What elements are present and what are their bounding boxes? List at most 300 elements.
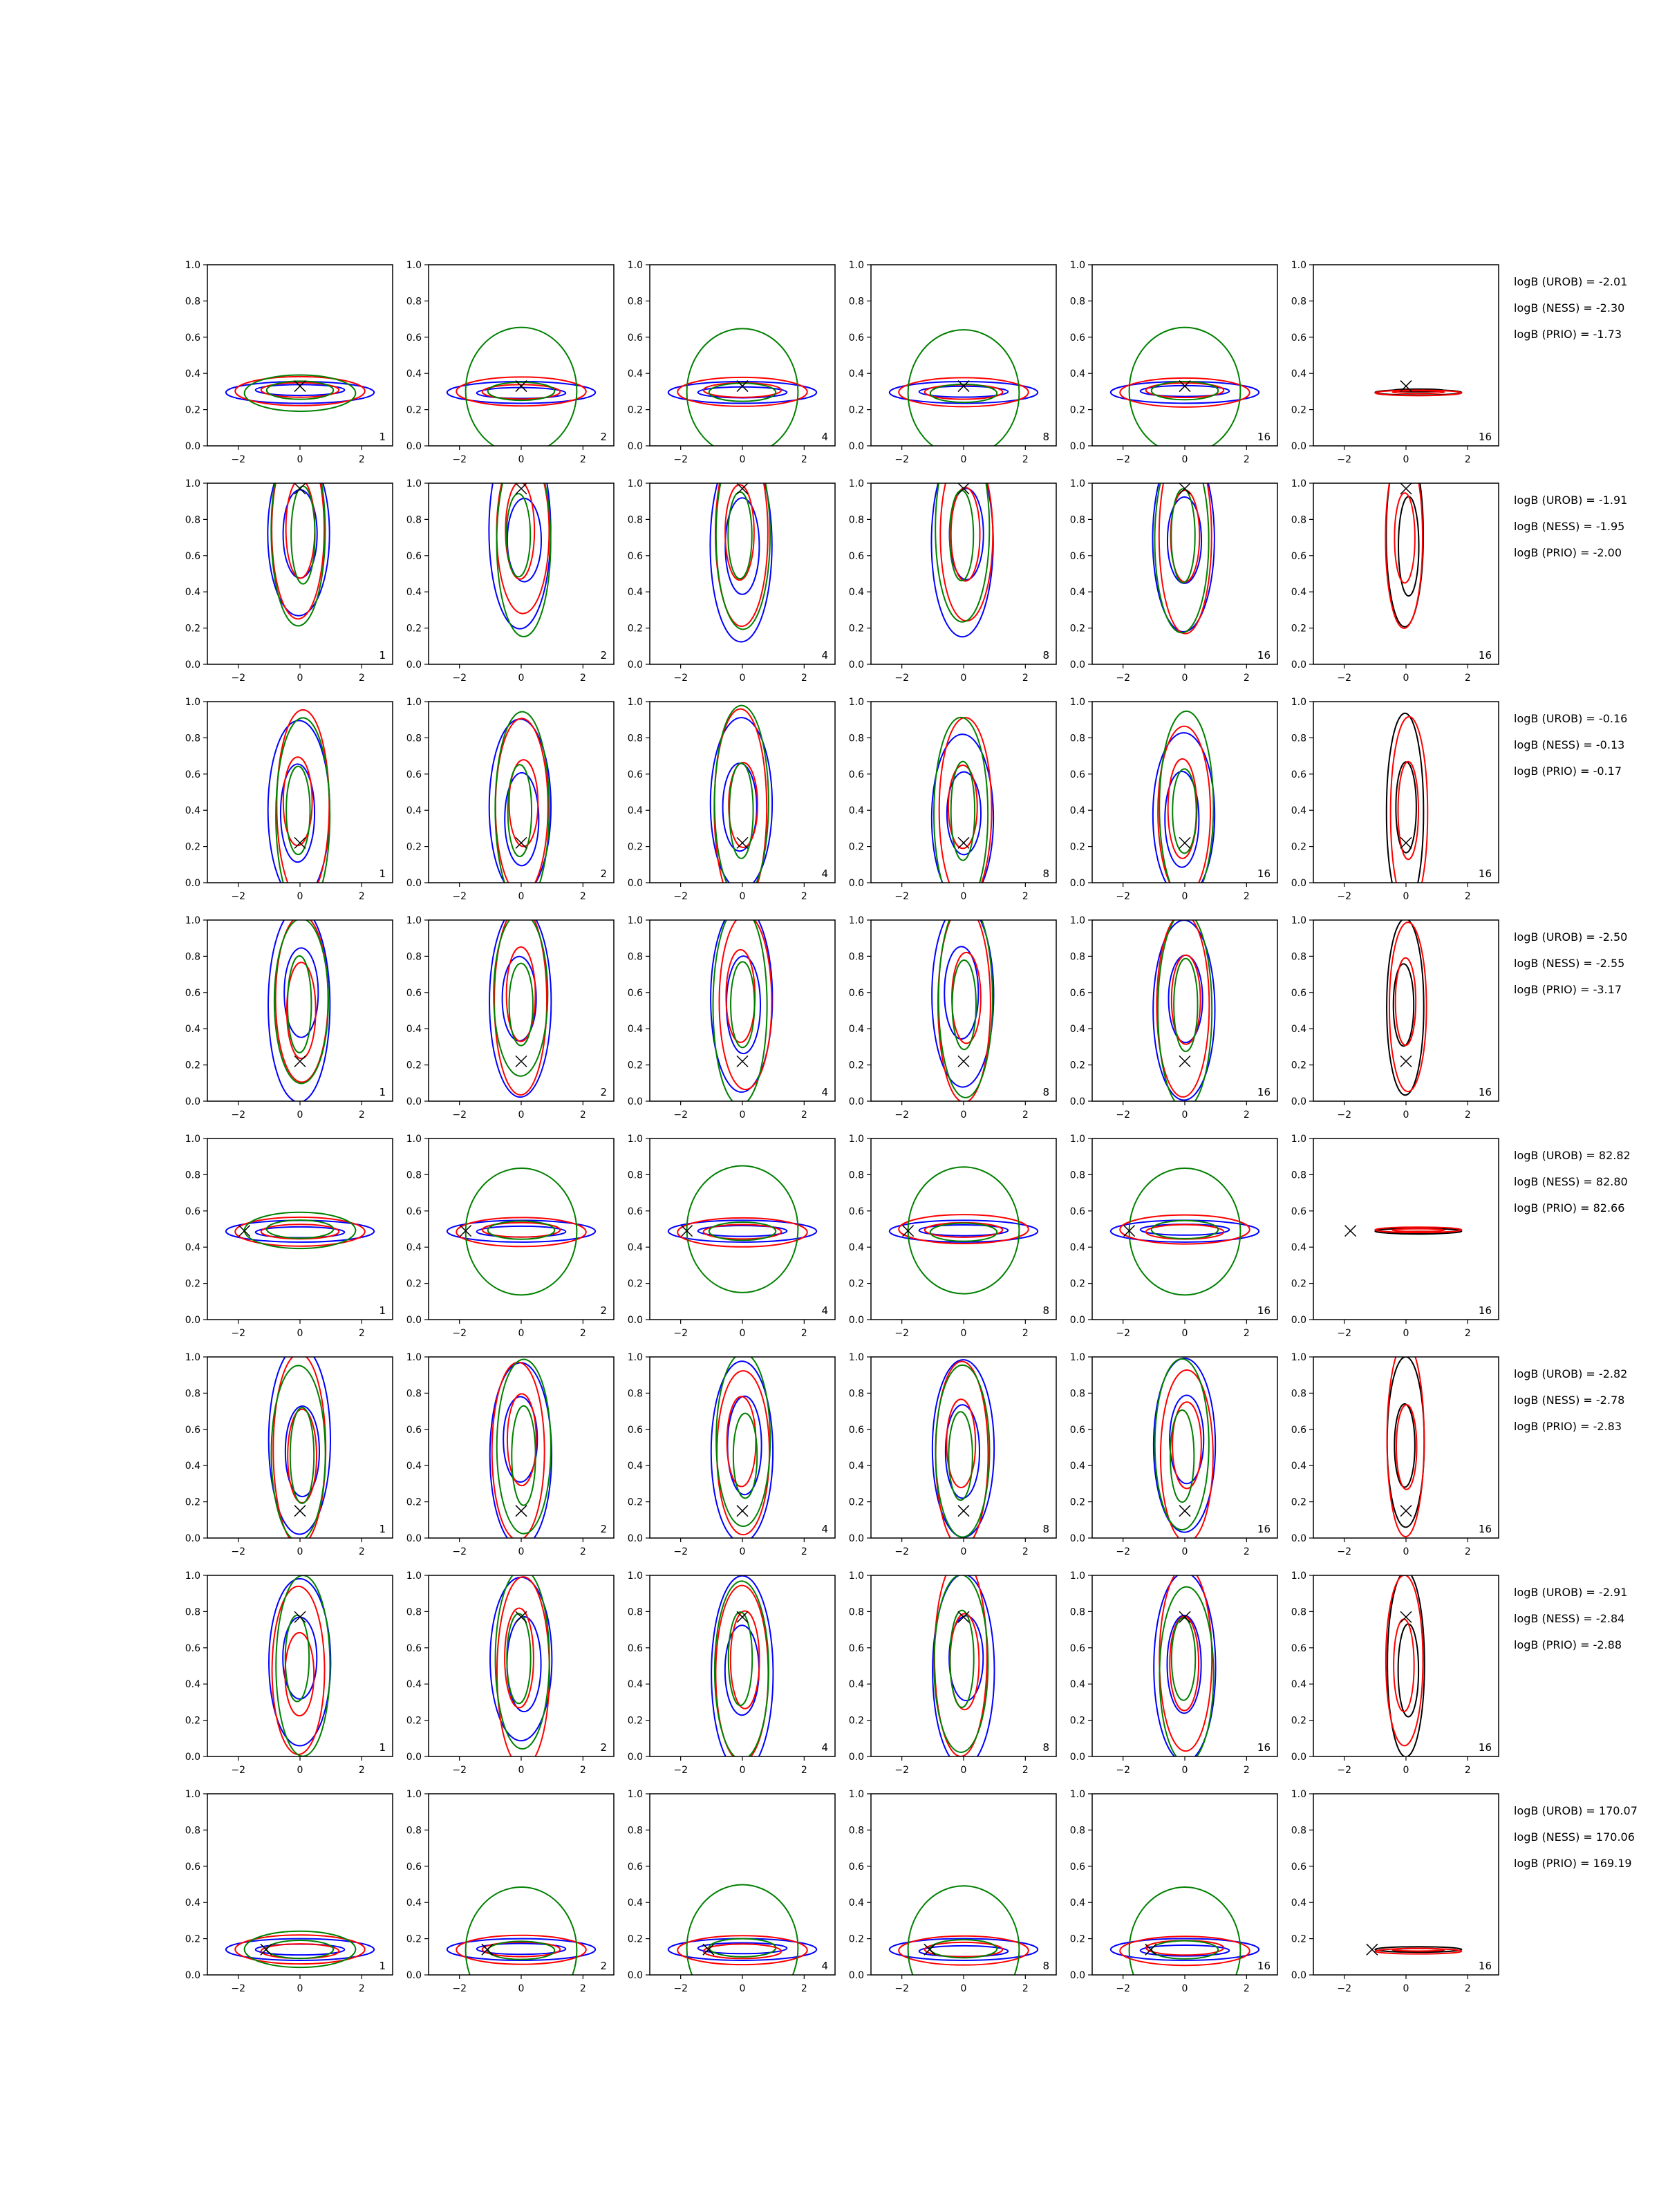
y-tick-label: 0.2 xyxy=(1291,841,1306,853)
y-tick-label: 0.2 xyxy=(848,1497,864,1508)
y-tick-label: 0.0 xyxy=(627,1752,643,1763)
y-tick-label: 1.0 xyxy=(627,478,643,489)
x-tick-label: 2 xyxy=(1464,1328,1471,1339)
panel-number-label: 16 xyxy=(1257,1304,1271,1317)
panel-number-label: 4 xyxy=(821,649,828,662)
contour-group xyxy=(932,1558,994,1767)
x-tick-label: 0 xyxy=(739,1983,746,1994)
y-tick-label: 1.0 xyxy=(848,915,864,926)
y-tick-label: 0.8 xyxy=(627,1388,643,1400)
contour-ness-level-1 xyxy=(276,710,329,901)
contour-ness-level-2 xyxy=(505,1609,534,1708)
contour-group xyxy=(711,1353,773,1543)
y-tick-label: 0.8 xyxy=(406,1825,422,1837)
reference-marker xyxy=(294,1506,306,1517)
x-tick-label: −2 xyxy=(1337,1765,1351,1776)
panel-r7-c5 xyxy=(1070,1566,1277,1776)
y-tick-label: 0.8 xyxy=(406,1388,422,1400)
y-tick-label: 0.4 xyxy=(1291,1897,1306,1909)
x-tick-label: 2 xyxy=(1243,1765,1250,1776)
axes-frame xyxy=(1092,920,1277,1101)
reference-marker xyxy=(1345,1226,1356,1237)
x-tick-label: 0 xyxy=(1403,454,1409,465)
y-tick-label: 0.0 xyxy=(1069,659,1085,671)
y-tick-label: 0.0 xyxy=(1291,1533,1306,1544)
panel-number-label: 4 xyxy=(821,431,828,443)
contour-prio-level-1 xyxy=(716,1353,770,1526)
reference-marker xyxy=(958,837,969,848)
contour-ness-level-1 xyxy=(1156,914,1209,1097)
reference-marker xyxy=(516,1056,527,1067)
y-tick-label: 0.4 xyxy=(627,1242,643,1254)
y-tick-label: 1.0 xyxy=(185,478,200,489)
x-tick-label: 0 xyxy=(739,1546,746,1557)
x-tick-label: −2 xyxy=(894,1109,909,1121)
y-tick-label: 0.0 xyxy=(627,659,643,671)
x-tick-label: 0 xyxy=(739,673,746,684)
contour-prio-level-1 xyxy=(934,1575,988,1752)
contour-ness-level-2 xyxy=(1146,1940,1224,1955)
panel-r7-c1 xyxy=(185,1571,393,1776)
x-tick-label: 2 xyxy=(579,1765,586,1776)
y-tick-label: 0.2 xyxy=(627,404,643,416)
reference-marker xyxy=(1179,1506,1190,1517)
contour-group xyxy=(490,1360,552,1548)
x-tick-label: −2 xyxy=(231,673,245,684)
contour-group xyxy=(1153,711,1215,902)
x-tick-label: −2 xyxy=(673,1765,688,1776)
y-tick-label: 1.0 xyxy=(1069,1352,1085,1363)
y-tick-label: 0.2 xyxy=(627,1278,643,1290)
panel-r3-c6 xyxy=(1291,697,1499,911)
panel-number-label: 16 xyxy=(1478,649,1492,662)
contour-prio-level-2 xyxy=(1172,769,1196,853)
panel-r3-c3 xyxy=(628,697,835,908)
axes-frame xyxy=(1313,265,1499,446)
axes-frame xyxy=(1313,483,1499,664)
y-tick-label: 0.8 xyxy=(848,1388,864,1400)
x-tick-label: 0 xyxy=(960,454,967,465)
y-tick-label: 0.4 xyxy=(1291,368,1306,380)
panel-number-label: 4 xyxy=(821,1741,828,1754)
y-tick-label: 0.4 xyxy=(1069,1679,1085,1691)
y-tick-label: 0.6 xyxy=(1291,550,1306,562)
contour-prio-level-1 xyxy=(939,900,993,1098)
y-tick-label: 0.0 xyxy=(627,441,643,452)
contour-prio-level-2 xyxy=(951,762,975,861)
contour-group xyxy=(931,435,993,637)
panel-number-label: 16 xyxy=(1478,1960,1492,1972)
y-tick-label: 0.0 xyxy=(848,1533,864,1544)
y-tick-label: 0.8 xyxy=(406,1606,422,1618)
y-tick-label: 0.0 xyxy=(1291,878,1306,889)
contour-prio-level-1 xyxy=(276,1575,330,1756)
y-tick-label: 1.0 xyxy=(627,697,643,708)
y-tick-label: 0.2 xyxy=(1069,1060,1085,1071)
logb-text: logB (PRIO) = -2.88 xyxy=(1514,1638,1622,1651)
y-tick-label: 0.4 xyxy=(627,1897,643,1909)
contour-urob-level-1 xyxy=(489,719,551,894)
logb-block-row-5 xyxy=(1514,1149,1631,1215)
contour-prio-level-1 xyxy=(497,447,551,637)
panel-number-label: 2 xyxy=(600,1741,607,1754)
logb-text: logB (PRIO) = 82.66 xyxy=(1514,1201,1625,1215)
logb-text: logB (UROB) = -2.82 xyxy=(1514,1367,1628,1380)
contour-prio-level-2 xyxy=(285,1615,309,1702)
panel-r8-c5 xyxy=(1070,1789,1277,2014)
y-tick-label: 0.2 xyxy=(848,1278,864,1290)
x-tick-label: 2 xyxy=(800,1983,807,1994)
x-tick-label: 2 xyxy=(579,1983,586,1994)
y-tick-label: 0.2 xyxy=(185,1060,200,1071)
panel-number-label: 8 xyxy=(1042,431,1049,443)
reference-marker xyxy=(958,1056,969,1067)
x-tick-label: 0 xyxy=(297,1546,303,1557)
x-tick-label: 2 xyxy=(1464,1546,1471,1557)
y-tick-label: 0.6 xyxy=(848,1424,864,1436)
y-tick-label: 0.0 xyxy=(1069,1752,1085,1763)
y-tick-label: 0.8 xyxy=(185,733,200,744)
panel-r7-c6 xyxy=(1291,1571,1499,1776)
axes-frame xyxy=(1092,483,1277,664)
y-tick-label: 0.0 xyxy=(1069,441,1085,452)
axes-frame xyxy=(650,920,835,1101)
y-tick-label: 0.4 xyxy=(848,368,864,380)
logb-text: logB (PRIO) = -0.17 xyxy=(1514,765,1622,778)
contour-prio-level-2 xyxy=(267,1940,333,1958)
logb-block-row-8 xyxy=(1514,1804,1638,1870)
y-tick-label: 1.0 xyxy=(1291,915,1306,926)
y-tick-label: 1.0 xyxy=(185,697,200,708)
contour-group xyxy=(1375,1947,1461,1953)
axes-frame xyxy=(1313,702,1499,883)
x-tick-label: 2 xyxy=(579,891,586,902)
panel-r1-c5 xyxy=(1070,260,1277,465)
y-tick-label: 0.2 xyxy=(848,623,864,635)
x-tick-label: −2 xyxy=(1337,1983,1351,1994)
y-tick-label: 0.8 xyxy=(1069,1170,1085,1181)
logb-text: logB (PRIO) = -3.17 xyxy=(1514,983,1622,996)
x-tick-label: −2 xyxy=(673,454,688,465)
y-tick-label: 0.0 xyxy=(627,1533,643,1544)
contour-ness-level-2 xyxy=(1396,958,1416,1045)
contour-group xyxy=(711,706,772,908)
contour-group xyxy=(1154,1358,1215,1542)
panel-number-label: 16 xyxy=(1257,868,1271,880)
logb-text: logB (UROB) = -2.91 xyxy=(1514,1586,1628,1599)
contour-urob-level-1 xyxy=(711,1576,773,1772)
contour-prio-level-2 xyxy=(1174,959,1197,1051)
contour-group xyxy=(1385,444,1423,628)
panel-r1-c4 xyxy=(849,260,1056,465)
y-tick-label: 0.4 xyxy=(627,1679,643,1691)
x-tick-label: 0 xyxy=(1181,1765,1188,1776)
contour-prio-level-1 xyxy=(934,718,988,910)
panel-r8-c4 xyxy=(849,1789,1056,2013)
x-tick-label: −2 xyxy=(673,1983,688,1994)
y-tick-label: 1.0 xyxy=(848,1352,864,1363)
y-tick-label: 0.8 xyxy=(848,514,864,526)
x-tick-label: 0 xyxy=(960,1546,967,1557)
y-tick-label: 0.4 xyxy=(406,1024,422,1035)
y-tick-label: 0.0 xyxy=(406,878,422,889)
contour-group xyxy=(447,1168,595,1295)
panel-number-label: 16 xyxy=(1478,1523,1492,1535)
y-tick-label: 0.8 xyxy=(1069,1388,1085,1400)
x-tick-label: −2 xyxy=(231,1328,245,1339)
contour-prio-level-1 xyxy=(687,1165,798,1292)
panel-number-label: 16 xyxy=(1257,431,1271,443)
y-tick-label: 0.2 xyxy=(848,1933,864,1945)
panel-number-label: 2 xyxy=(600,649,607,662)
y-tick-label: 1.0 xyxy=(1069,1789,1085,1800)
y-tick-label: 0.8 xyxy=(185,1388,200,1400)
y-tick-label: 0.8 xyxy=(848,296,864,308)
axes-frame xyxy=(650,702,835,883)
contour-reference-level-2 xyxy=(1394,964,1414,1046)
contour-prio-level-1 xyxy=(1158,912,1212,1108)
y-tick-label: 0.6 xyxy=(627,987,643,999)
y-tick-label: 0.0 xyxy=(185,1752,200,1763)
y-tick-label: 0.8 xyxy=(1069,1825,1085,1837)
y-tick-label: 0.4 xyxy=(406,1242,422,1254)
panel-number-label: 16 xyxy=(1257,1741,1271,1754)
contour-group xyxy=(1387,713,1427,911)
y-tick-label: 1.0 xyxy=(406,1789,422,1800)
y-tick-label: 0.4 xyxy=(1069,368,1085,380)
panel-r5-c1 xyxy=(185,1134,393,1339)
logb-text: logB (UROB) = -0.16 xyxy=(1514,712,1628,725)
panel-r5-c5 xyxy=(1070,1134,1277,1339)
panel-number-label: 1 xyxy=(379,1086,386,1098)
panel-number-label: 16 xyxy=(1257,1960,1271,1972)
y-tick-label: 0.4 xyxy=(185,805,200,817)
contour-prio-level-2 xyxy=(953,960,976,1049)
logb-text: logB (NESS) = 82.80 xyxy=(1514,1175,1628,1188)
y-tick-label: 0.6 xyxy=(1291,1424,1306,1436)
contour-reference-level-2 xyxy=(1398,1624,1418,1716)
x-tick-label: 0 xyxy=(518,673,525,684)
axes-frame xyxy=(871,265,1056,446)
logb-text: logB (NESS) = -2.30 xyxy=(1514,301,1625,315)
y-tick-label: 1.0 xyxy=(848,697,864,708)
y-tick-label: 0.2 xyxy=(406,1060,422,1071)
x-tick-label: 0 xyxy=(297,1765,303,1776)
y-tick-label: 0.2 xyxy=(185,1715,200,1727)
y-tick-label: 0.4 xyxy=(1069,587,1085,599)
panel-number-label: 8 xyxy=(1042,868,1049,880)
contour-urob-level-1 xyxy=(489,906,551,1097)
x-tick-label: 0 xyxy=(1403,1328,1409,1339)
y-tick-label: 0.6 xyxy=(627,1861,643,1873)
y-tick-label: 0.6 xyxy=(406,769,422,780)
panel-number-label: 1 xyxy=(379,1741,386,1754)
y-tick-label: 0.2 xyxy=(627,1715,643,1727)
reference-marker xyxy=(239,1226,250,1237)
contour-ness-level-1 xyxy=(1385,448,1423,628)
y-tick-label: 0.0 xyxy=(185,878,200,889)
panel-r6-c2 xyxy=(406,1352,614,1557)
y-tick-label: 0.6 xyxy=(1069,332,1085,344)
y-tick-label: 0.0 xyxy=(1291,441,1306,452)
contour-prio-level-2 xyxy=(288,956,311,1053)
panel-number-label: 2 xyxy=(600,1304,607,1317)
y-tick-label: 0.0 xyxy=(627,1970,643,1981)
x-tick-label: 0 xyxy=(1403,891,1409,902)
reference-marker xyxy=(1400,837,1412,848)
logb-text: logB (PRIO) = -1.73 xyxy=(1514,328,1622,341)
contour-ness-level-2 xyxy=(1394,1619,1414,1712)
x-tick-label: 0 xyxy=(1403,1765,1409,1776)
y-tick-label: 1.0 xyxy=(627,915,643,926)
y-tick-label: 0.0 xyxy=(185,1096,200,1107)
y-tick-label: 0.8 xyxy=(406,733,422,744)
y-tick-label: 0.4 xyxy=(185,368,200,380)
y-tick-label: 1.0 xyxy=(1291,1789,1306,1800)
reference-marker xyxy=(1179,483,1190,494)
axes-frame xyxy=(650,265,835,446)
y-tick-label: 1.0 xyxy=(1291,478,1306,489)
x-tick-label: −2 xyxy=(1337,891,1351,902)
x-tick-label: 0 xyxy=(297,454,303,465)
y-tick-label: 0.6 xyxy=(627,1206,643,1217)
contour-group xyxy=(1153,439,1215,633)
y-tick-label: 0.0 xyxy=(848,1752,864,1763)
panel-r2-c3 xyxy=(628,440,835,684)
x-tick-label: 0 xyxy=(1181,1546,1188,1557)
panel-number-label: 2 xyxy=(600,1960,607,1972)
y-tick-label: 0.6 xyxy=(1291,1642,1306,1654)
panel-number-label: 16 xyxy=(1478,1304,1492,1317)
reference-marker xyxy=(1179,1056,1190,1067)
panel-r3-c5 xyxy=(1070,697,1277,902)
y-tick-label: 0.2 xyxy=(627,623,643,635)
panel-r1-c1 xyxy=(185,260,393,465)
y-tick-label: 0.6 xyxy=(1291,332,1306,344)
contour-prio-level-2 xyxy=(950,1611,973,1707)
panel-number-label: 16 xyxy=(1478,868,1492,880)
x-tick-label: 0 xyxy=(1403,1983,1409,1994)
y-tick-label: 0.4 xyxy=(1069,1897,1085,1909)
y-tick-label: 0.6 xyxy=(1069,1642,1085,1654)
contour-reference-level-2 xyxy=(1394,1404,1414,1487)
y-tick-label: 0.0 xyxy=(406,1533,422,1544)
logb-block-row-4 xyxy=(1514,930,1627,996)
panel-number-label: 8 xyxy=(1042,1523,1049,1535)
x-tick-label: −2 xyxy=(231,1983,245,1994)
logb-text: logB (PRIO) = -2.83 xyxy=(1514,1420,1622,1433)
x-tick-label: 2 xyxy=(579,1546,586,1557)
y-tick-label: 1.0 xyxy=(1069,260,1085,271)
axes-frame xyxy=(1092,702,1277,883)
y-tick-label: 0.8 xyxy=(185,1825,200,1837)
contour-group xyxy=(1387,1342,1425,1537)
x-tick-label: 0 xyxy=(1181,454,1188,465)
y-tick-label: 0.0 xyxy=(406,441,422,452)
y-tick-label: 0.8 xyxy=(627,951,643,963)
panel-number-label: 1 xyxy=(379,431,386,443)
logb-block-row-7 xyxy=(1514,1586,1627,1651)
x-tick-label: −2 xyxy=(1337,1546,1351,1557)
y-tick-label: 0.6 xyxy=(848,550,864,562)
x-tick-label: −2 xyxy=(231,454,245,465)
y-tick-label: 0.4 xyxy=(627,1461,643,1472)
y-tick-label: 0.6 xyxy=(1291,1206,1306,1217)
panel-r2-c6 xyxy=(1291,444,1499,684)
y-tick-label: 0.6 xyxy=(848,1642,864,1654)
axes-frame xyxy=(429,1138,614,1320)
x-tick-label: 2 xyxy=(800,1546,807,1557)
contour-group xyxy=(711,1576,773,1772)
contour-group xyxy=(890,1167,1038,1293)
y-tick-label: 0.0 xyxy=(1069,878,1085,889)
y-tick-label: 0.4 xyxy=(185,1461,200,1472)
y-tick-label: 0.8 xyxy=(406,951,422,963)
logb-text: logB (UROB) = -1.91 xyxy=(1514,494,1628,507)
y-tick-label: 0.6 xyxy=(848,1206,864,1217)
y-tick-label: 1.0 xyxy=(185,1571,200,1582)
y-tick-label: 1.0 xyxy=(185,1352,200,1363)
logb-block-row-6 xyxy=(1514,1367,1627,1433)
y-tick-label: 0.6 xyxy=(1291,987,1306,999)
contour-ness-level-2 xyxy=(951,487,980,581)
contour-ness-level-1 xyxy=(938,905,991,1102)
reference-marker xyxy=(516,483,527,494)
panel-r8-c2 xyxy=(406,1789,614,2014)
y-tick-label: 1.0 xyxy=(627,1352,643,1363)
contour-prio-level-1 xyxy=(715,1581,769,1759)
contour-urob-level-2 xyxy=(284,948,318,1037)
y-tick-label: 1.0 xyxy=(406,915,422,926)
reference-marker xyxy=(1179,837,1190,848)
y-tick-label: 0.2 xyxy=(1069,841,1085,853)
panel-r4-c5 xyxy=(1070,912,1277,1121)
y-tick-label: 0.8 xyxy=(848,733,864,744)
contour-prio-level-1 xyxy=(1130,1887,1241,2014)
contour-group xyxy=(890,330,1038,456)
y-tick-label: 0.6 xyxy=(185,550,200,562)
reference-marker xyxy=(958,1506,969,1517)
x-tick-label: 0 xyxy=(297,1983,303,1994)
contour-group xyxy=(269,1346,330,1545)
contour-ness-level-2 xyxy=(1146,1225,1224,1239)
y-tick-label: 1.0 xyxy=(406,1571,422,1582)
y-tick-label: 1.0 xyxy=(1291,697,1306,708)
y-tick-label: 0.4 xyxy=(406,1461,422,1472)
contour-prio-level-1 xyxy=(245,1931,356,1967)
x-tick-label: −2 xyxy=(1337,673,1351,684)
axes-frame xyxy=(871,1794,1056,1975)
axes-frame xyxy=(1092,1794,1277,1975)
y-tick-label: 0.4 xyxy=(1069,1024,1085,1035)
y-tick-label: 0.0 xyxy=(185,1533,200,1544)
x-tick-label: −2 xyxy=(673,1546,688,1557)
x-tick-label: 0 xyxy=(1403,1109,1409,1121)
panel-r5-c6 xyxy=(1291,1134,1499,1339)
y-tick-label: 0.2 xyxy=(1291,1497,1306,1508)
y-tick-label: 0.8 xyxy=(848,1170,864,1181)
y-tick-label: 1.0 xyxy=(185,1134,200,1145)
y-tick-label: 0.6 xyxy=(1069,1206,1085,1217)
contour-group xyxy=(710,440,771,642)
x-tick-label: 0 xyxy=(297,1328,303,1339)
y-tick-label: 0.0 xyxy=(627,1096,643,1107)
x-tick-label: 2 xyxy=(1243,454,1250,465)
y-tick-label: 0.2 xyxy=(185,1933,200,1945)
x-tick-label: 2 xyxy=(358,1109,365,1121)
x-tick-label: −2 xyxy=(1337,1328,1351,1339)
y-tick-label: 0.0 xyxy=(627,878,643,889)
